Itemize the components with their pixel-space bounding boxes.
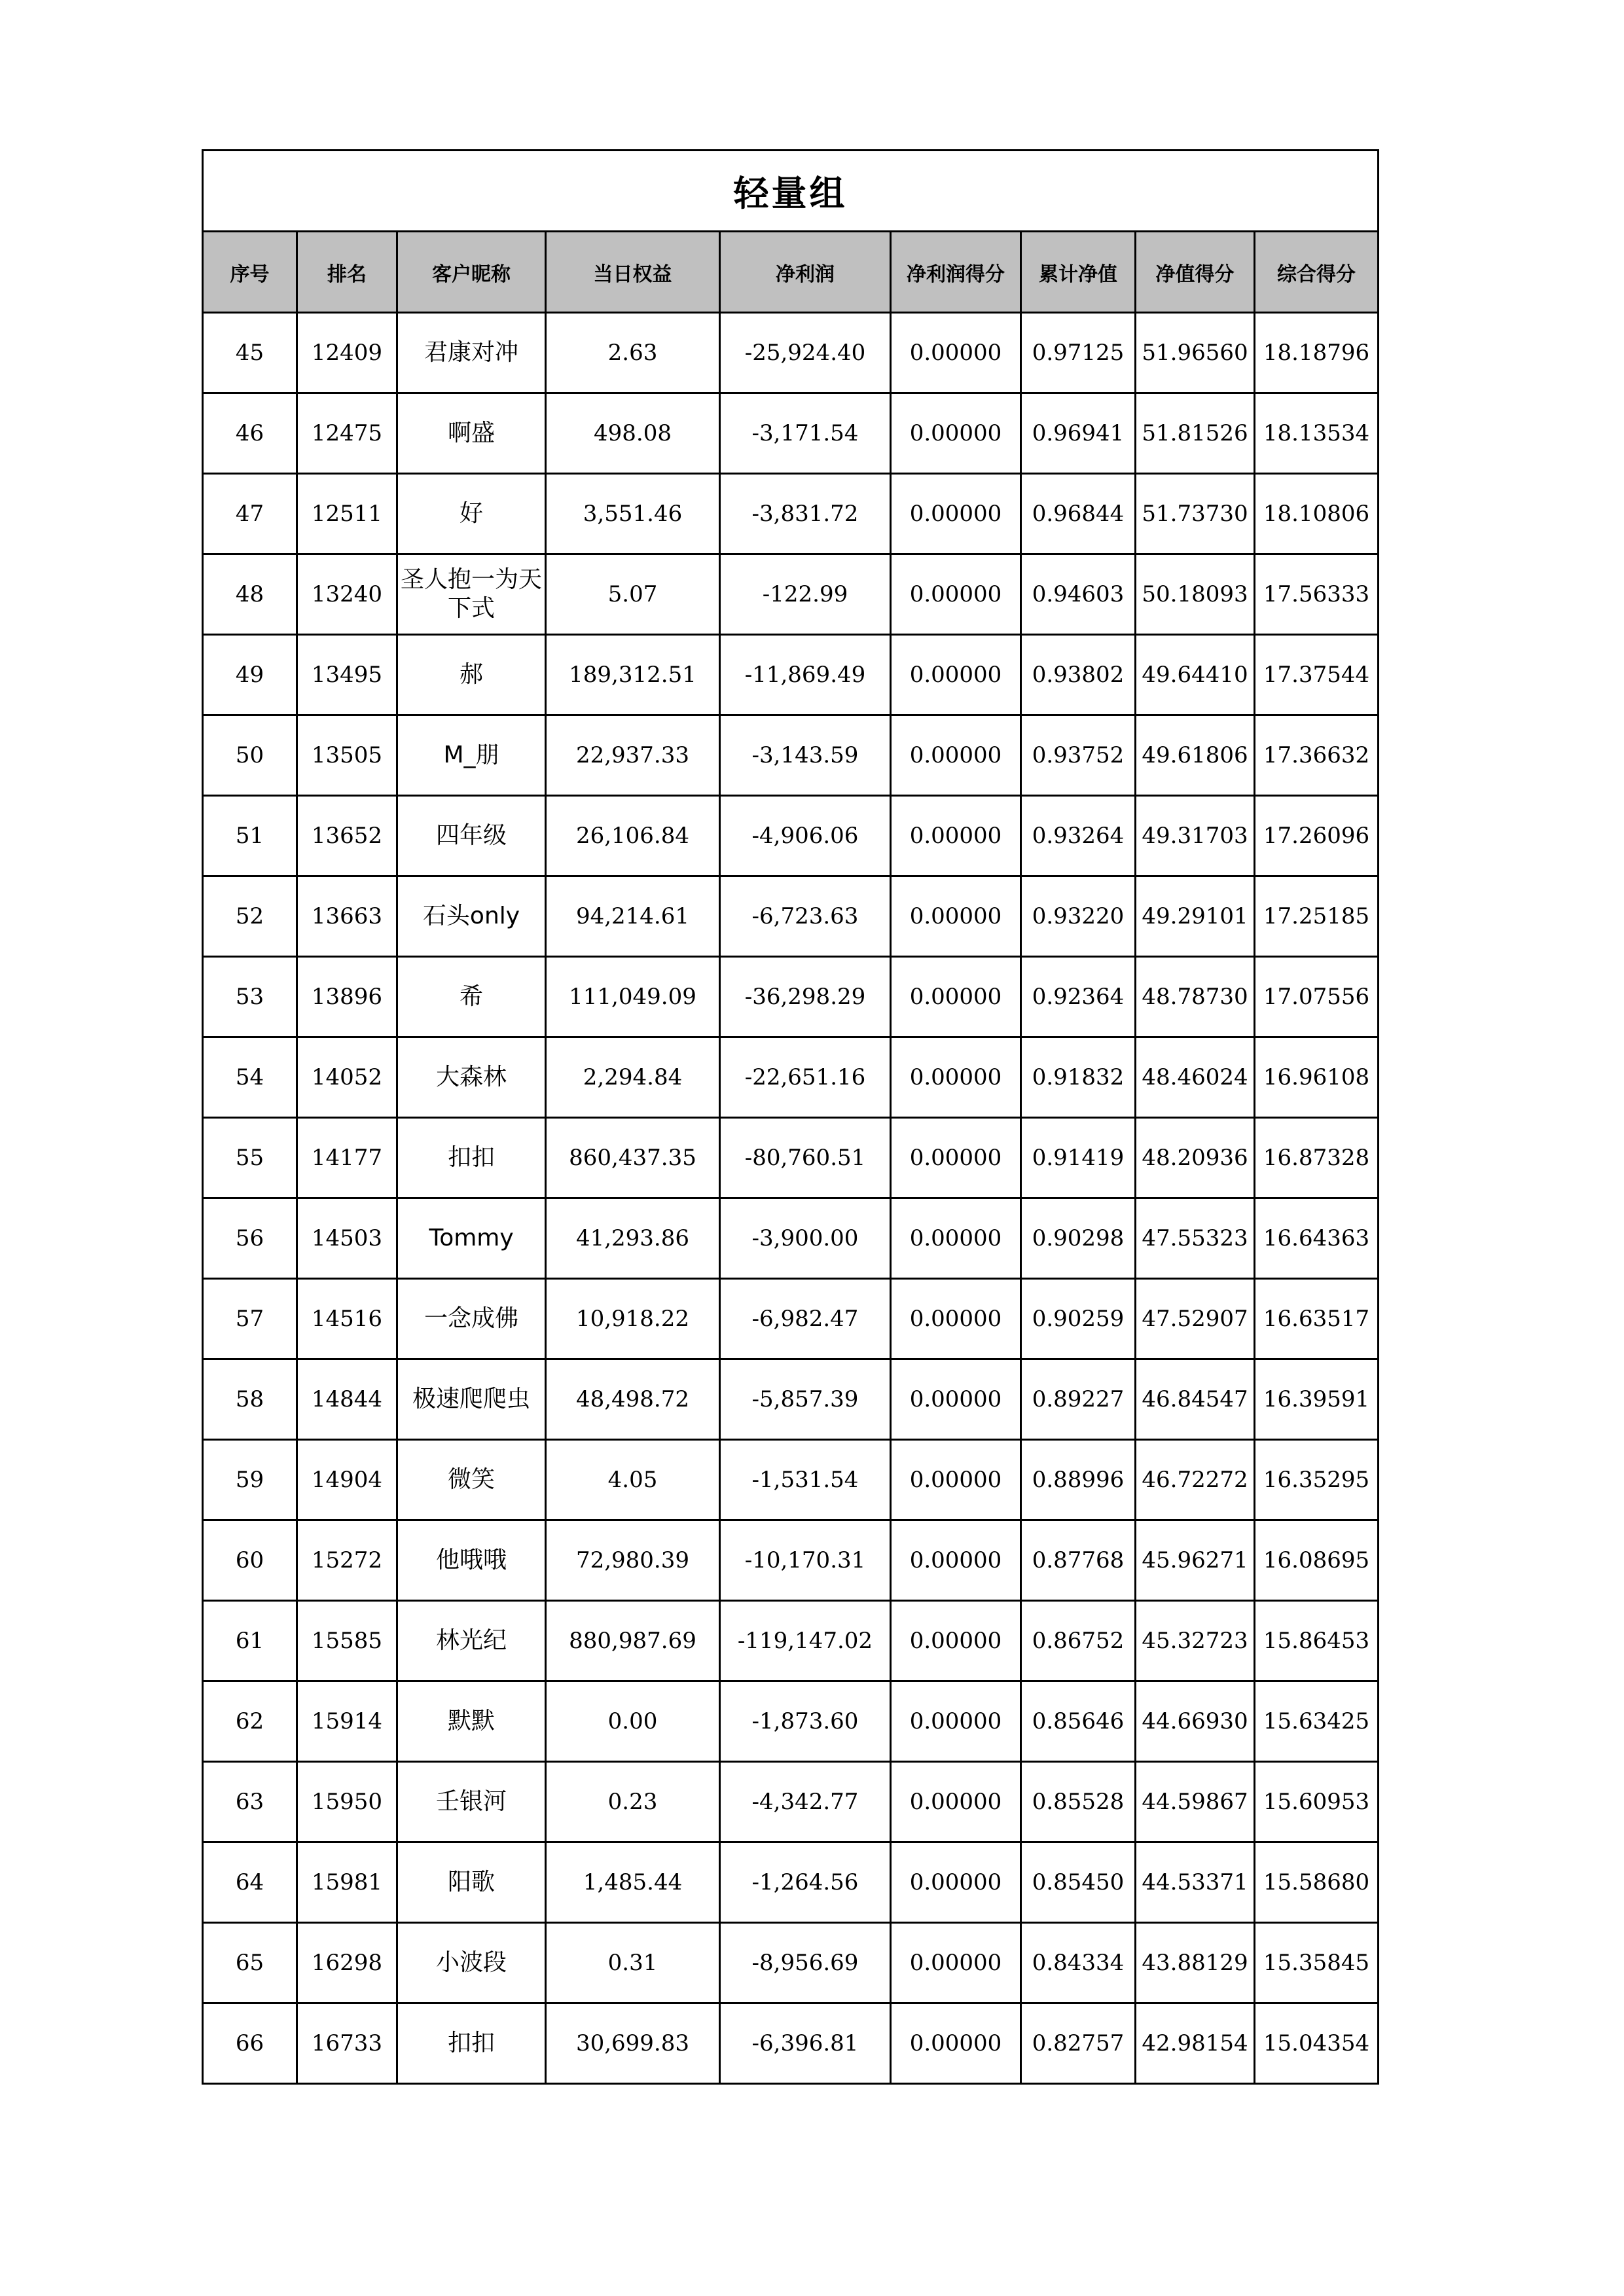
cell-rank: 16298: [297, 1923, 397, 2003]
cell-cum-nav: 0.85450: [1021, 1842, 1136, 1923]
cell-total-score: 18.10806: [1255, 474, 1379, 554]
column-header-seq: 序号: [203, 232, 297, 313]
cell-net-profit: -3,143.59: [720, 715, 891, 796]
cell-profit-score: 0.00000: [891, 1520, 1021, 1601]
table-title: 轻量组: [203, 151, 1379, 232]
cell-cum-nav: 0.84334: [1021, 1923, 1136, 2003]
cell-equity: 5.07: [546, 554, 720, 635]
table-row: [203, 554, 1379, 635]
cell-rank: 14177: [297, 1118, 397, 1198]
cell-net-profit: -3,831.72: [720, 474, 891, 554]
cell-cum-nav: 0.96941: [1021, 393, 1136, 474]
cell-nav-score: 44.59867: [1136, 1762, 1255, 1842]
cell-rank: 14503: [297, 1198, 397, 1279]
cell-seq: 52: [203, 876, 297, 957]
cell-equity: 22,937.33: [546, 715, 720, 796]
cell-nickname: 扣扣: [397, 2003, 546, 2084]
cell-nav-score: 44.66930: [1136, 1681, 1255, 1762]
cell-nickname: 君康对冲: [397, 313, 546, 393]
cell-rank: 15585: [297, 1601, 397, 1681]
cell-total-score: 16.39591: [1255, 1359, 1379, 1440]
cell-nickname: 四年级: [397, 796, 546, 876]
cell-cum-nav: 0.82757: [1021, 2003, 1136, 2084]
cell-nav-score: 49.29101: [1136, 876, 1255, 957]
cell-nav-score: 44.53371: [1136, 1842, 1255, 1923]
cell-equity: 1,485.44: [546, 1842, 720, 1923]
cell-total-score: 15.35845: [1255, 1923, 1379, 2003]
cell-equity: 0.31: [546, 1923, 720, 2003]
cell-nav-score: 47.52907: [1136, 1279, 1255, 1359]
cell-seq: 49: [203, 635, 297, 715]
cell-profit-score: 0.00000: [891, 1279, 1021, 1359]
cell-rank: 13240: [297, 554, 397, 635]
cell-equity: 48,498.72: [546, 1359, 720, 1440]
cell-seq: 63: [203, 1762, 297, 1842]
cell-profit-score: 0.00000: [891, 796, 1021, 876]
cell-nickname: 啊盛: [397, 393, 546, 474]
cell-equity: 2.63: [546, 313, 720, 393]
cell-nav-score: 46.72272: [1136, 1440, 1255, 1520]
cell-seq: 62: [203, 1681, 297, 1762]
cell-total-score: 15.04354: [1255, 2003, 1379, 2084]
cell-rank: 14904: [297, 1440, 397, 1520]
cell-equity: 26,106.84: [546, 796, 720, 876]
cell-net-profit: -6,396.81: [720, 2003, 891, 2084]
cell-seq: 51: [203, 796, 297, 876]
cell-rank: 12409: [297, 313, 397, 393]
cell-nickname: M_朋: [397, 715, 546, 796]
cell-rank: 15950: [297, 1762, 397, 1842]
cell-seq: 45: [203, 313, 297, 393]
cell-seq: 50: [203, 715, 297, 796]
cell-net-profit: -80,760.51: [720, 1118, 891, 1198]
cell-cum-nav: 0.97125: [1021, 313, 1136, 393]
cell-equity: 880,987.69: [546, 1601, 720, 1681]
cell-equity: 94,214.61: [546, 876, 720, 957]
cell-total-score: 17.25185: [1255, 876, 1379, 957]
table-row: [203, 1440, 1379, 1520]
cell-total-score: 15.63425: [1255, 1681, 1379, 1762]
cell-nickname: 好: [397, 474, 546, 554]
cell-rank: 12511: [297, 474, 397, 554]
cell-nickname: 微笑: [397, 1440, 546, 1520]
cell-total-score: 17.26096: [1255, 796, 1379, 876]
cell-equity: 2,294.84: [546, 1037, 720, 1118]
cell-equity: 41,293.86: [546, 1198, 720, 1279]
cell-nav-score: 48.46024: [1136, 1037, 1255, 1118]
cell-profit-score: 0.00000: [891, 313, 1021, 393]
cell-net-profit: -4,342.77: [720, 1762, 891, 1842]
cell-profit-score: 0.00000: [891, 876, 1021, 957]
cell-cum-nav: 0.90259: [1021, 1279, 1136, 1359]
cell-seq: 66: [203, 2003, 297, 2084]
table-row: [203, 1198, 1379, 1279]
table-row: [203, 1681, 1379, 1762]
cell-net-profit: -8,956.69: [720, 1923, 891, 2003]
table-row: [203, 1601, 1379, 1681]
table-row: [203, 2003, 1379, 2084]
cell-cum-nav: 0.91832: [1021, 1037, 1136, 1118]
cell-cum-nav: 0.89227: [1021, 1359, 1136, 1440]
table-row: [203, 313, 1379, 393]
table-row: [203, 876, 1379, 957]
cell-equity: 10,918.22: [546, 1279, 720, 1359]
column-header-net-profit: 净利润: [720, 232, 891, 313]
title-row: [203, 151, 1379, 232]
cell-profit-score: 0.00000: [891, 1440, 1021, 1520]
cell-seq: 55: [203, 1118, 297, 1198]
cell-equity: 3,551.46: [546, 474, 720, 554]
table-row: [203, 635, 1379, 715]
cell-net-profit: -1,264.56: [720, 1842, 891, 1923]
cell-net-profit: -5,857.39: [720, 1359, 891, 1440]
table-row: [203, 1037, 1379, 1118]
cell-seq: 48: [203, 554, 297, 635]
cell-equity: 860,437.35: [546, 1118, 720, 1198]
column-header-equity: 当日权益: [546, 232, 720, 313]
cell-nav-score: 48.78730: [1136, 957, 1255, 1037]
cell-seq: 57: [203, 1279, 297, 1359]
cell-net-profit: -36,298.29: [720, 957, 891, 1037]
cell-profit-score: 0.00000: [891, 1118, 1021, 1198]
cell-rank: 13652: [297, 796, 397, 876]
table-row: [203, 1762, 1379, 1842]
cell-net-profit: -6,723.63: [720, 876, 891, 957]
cell-nickname: 圣人抱一为天下式: [397, 554, 546, 635]
cell-cum-nav: 0.90298: [1021, 1198, 1136, 1279]
cell-equity: 498.08: [546, 393, 720, 474]
cell-total-score: 17.37544: [1255, 635, 1379, 715]
cell-total-score: 15.58680: [1255, 1842, 1379, 1923]
cell-profit-score: 0.00000: [891, 2003, 1021, 2084]
cell-profit-score: 0.00000: [891, 635, 1021, 715]
cell-profit-score: 0.00000: [891, 1037, 1021, 1118]
cell-total-score: 16.64363: [1255, 1198, 1379, 1279]
cell-nav-score: 51.81526: [1136, 393, 1255, 474]
cell-profit-score: 0.00000: [891, 1762, 1021, 1842]
cell-profit-score: 0.00000: [891, 715, 1021, 796]
cell-rank: 14516: [297, 1279, 397, 1359]
cell-total-score: 16.35295: [1255, 1440, 1379, 1520]
cell-cum-nav: 0.96844: [1021, 474, 1136, 554]
cell-nickname: 他哦哦: [397, 1520, 546, 1601]
cell-net-profit: -22,651.16: [720, 1037, 891, 1118]
cell-rank: 13663: [297, 876, 397, 957]
cell-total-score: 18.13534: [1255, 393, 1379, 474]
cell-profit-score: 0.00000: [891, 1359, 1021, 1440]
cell-nickname: 默默: [397, 1681, 546, 1762]
cell-cum-nav: 0.93752: [1021, 715, 1136, 796]
cell-total-score: 15.60953: [1255, 1762, 1379, 1842]
cell-rank: 12475: [297, 393, 397, 474]
cell-nav-score: 45.96271: [1136, 1520, 1255, 1601]
column-header-rank: 排名: [297, 232, 397, 313]
cell-cum-nav: 0.92364: [1021, 957, 1136, 1037]
cell-nickname: 林光纪: [397, 1601, 546, 1681]
cell-nav-score: 46.84547: [1136, 1359, 1255, 1440]
cell-nickname: 石头only: [397, 876, 546, 957]
ranking-sheet: [202, 149, 1377, 2085]
cell-equity: 0.00: [546, 1681, 720, 1762]
cell-equity: 0.23: [546, 1762, 720, 1842]
cell-total-score: 17.07556: [1255, 957, 1379, 1037]
cell-total-score: 16.63517: [1255, 1279, 1379, 1359]
column-header-cum-nav: 累计净值: [1021, 232, 1136, 313]
table-row: [203, 1279, 1379, 1359]
cell-net-profit: -6,982.47: [720, 1279, 891, 1359]
cell-nav-score: 47.55323: [1136, 1198, 1255, 1279]
cell-equity: 111,049.09: [546, 957, 720, 1037]
cell-net-profit: -1,873.60: [720, 1681, 891, 1762]
cell-net-profit: -122.99: [720, 554, 891, 635]
cell-nav-score: 49.64410: [1136, 635, 1255, 715]
table-row: [203, 1842, 1379, 1923]
cell-seq: 59: [203, 1440, 297, 1520]
column-header-nickname: 客户昵称: [397, 232, 546, 313]
cell-cum-nav: 0.93220: [1021, 876, 1136, 957]
table-row: [203, 474, 1379, 554]
cell-total-score: 18.18796: [1255, 313, 1379, 393]
cell-net-profit: -11,869.49: [720, 635, 891, 715]
cell-total-score: 17.56333: [1255, 554, 1379, 635]
cell-nav-score: 48.20936: [1136, 1118, 1255, 1198]
table-row: [203, 1923, 1379, 2003]
cell-seq: 61: [203, 1601, 297, 1681]
cell-seq: 64: [203, 1842, 297, 1923]
cell-rank: 13896: [297, 957, 397, 1037]
column-header-total-score: 综合得分: [1255, 232, 1379, 313]
cell-total-score: 17.36632: [1255, 715, 1379, 796]
cell-rank: 14052: [297, 1037, 397, 1118]
cell-nav-score: 42.98154: [1136, 2003, 1255, 2084]
cell-cum-nav: 0.88996: [1021, 1440, 1136, 1520]
cell-nav-score: 49.31703: [1136, 796, 1255, 876]
cell-seq: 56: [203, 1198, 297, 1279]
cell-cum-nav: 0.91419: [1021, 1118, 1136, 1198]
cell-nickname: Tommy: [397, 1198, 546, 1279]
cell-equity: 72,980.39: [546, 1520, 720, 1601]
cell-nickname: 极速爬爬虫: [397, 1359, 546, 1440]
table-row: [203, 1359, 1379, 1440]
cell-nickname: 郝: [397, 635, 546, 715]
cell-net-profit: -25,924.40: [720, 313, 891, 393]
cell-profit-score: 0.00000: [891, 474, 1021, 554]
cell-profit-score: 0.00000: [891, 554, 1021, 635]
cell-rank: 15981: [297, 1842, 397, 1923]
table-row: [203, 1118, 1379, 1198]
cell-seq: 53: [203, 957, 297, 1037]
cell-nav-score: 49.61806: [1136, 715, 1255, 796]
cell-seq: 60: [203, 1520, 297, 1601]
cell-nickname: 小波段: [397, 1923, 546, 2003]
cell-nickname: 一念成佛: [397, 1279, 546, 1359]
cell-profit-score: 0.00000: [891, 1198, 1021, 1279]
cell-seq: 54: [203, 1037, 297, 1118]
cell-cum-nav: 0.85528: [1021, 1762, 1136, 1842]
cell-rank: 16733: [297, 2003, 397, 2084]
cell-net-profit: -1,531.54: [720, 1440, 891, 1520]
cell-net-profit: -3,171.54: [720, 393, 891, 474]
cell-profit-score: 0.00000: [891, 1923, 1021, 2003]
cell-rank: 15272: [297, 1520, 397, 1601]
column-header-profit-score: 净利润得分: [891, 232, 1021, 313]
column-header-nav-score: 净值得分: [1136, 232, 1255, 313]
cell-profit-score: 0.00000: [891, 1601, 1021, 1681]
cell-profit-score: 0.00000: [891, 1842, 1021, 1923]
cell-nickname: 壬银河: [397, 1762, 546, 1842]
cell-net-profit: -10,170.31: [720, 1520, 891, 1601]
cell-net-profit: -119,147.02: [720, 1601, 891, 1681]
cell-rank: 13505: [297, 715, 397, 796]
cell-seq: 58: [203, 1359, 297, 1440]
cell-rank: 15914: [297, 1681, 397, 1762]
cell-cum-nav: 0.86752: [1021, 1601, 1136, 1681]
cell-nav-score: 45.32723: [1136, 1601, 1255, 1681]
cell-equity: 30,699.83: [546, 2003, 720, 2084]
cell-cum-nav: 0.85646: [1021, 1681, 1136, 1762]
cell-cum-nav: 0.93264: [1021, 796, 1136, 876]
cell-nav-score: 51.96560: [1136, 313, 1255, 393]
header-row: [203, 232, 1379, 313]
cell-total-score: 16.87328: [1255, 1118, 1379, 1198]
cell-nickname: 扣扣: [397, 1118, 546, 1198]
cell-nickname: 希: [397, 957, 546, 1037]
cell-profit-score: 0.00000: [891, 1681, 1021, 1762]
cell-seq: 46: [203, 393, 297, 474]
cell-net-profit: -3,900.00: [720, 1198, 891, 1279]
cell-rank: 14844: [297, 1359, 397, 1440]
cell-net-profit: -4,906.06: [720, 796, 891, 876]
table-row: [203, 393, 1379, 474]
cell-nav-score: 51.73730: [1136, 474, 1255, 554]
table-row: [203, 796, 1379, 876]
ranking-table: [202, 149, 1379, 2085]
cell-equity: 4.05: [546, 1440, 720, 1520]
table-row: [203, 1520, 1379, 1601]
cell-nickname: 大森林: [397, 1037, 546, 1118]
cell-seq: 65: [203, 1923, 297, 2003]
cell-nav-score: 50.18093: [1136, 554, 1255, 635]
cell-profit-score: 0.00000: [891, 957, 1021, 1037]
cell-nickname: 阳歌: [397, 1842, 546, 1923]
cell-total-score: 16.08695: [1255, 1520, 1379, 1601]
cell-nav-score: 43.88129: [1136, 1923, 1255, 2003]
cell-equity: 189,312.51: [546, 635, 720, 715]
cell-cum-nav: 0.93802: [1021, 635, 1136, 715]
cell-cum-nav: 0.94603: [1021, 554, 1136, 635]
table-row: [203, 715, 1379, 796]
cell-profit-score: 0.00000: [891, 393, 1021, 474]
cell-rank: 13495: [297, 635, 397, 715]
cell-cum-nav: 0.87768: [1021, 1520, 1136, 1601]
cell-seq: 47: [203, 474, 297, 554]
cell-total-score: 15.86453: [1255, 1601, 1379, 1681]
cell-total-score: 16.96108: [1255, 1037, 1379, 1118]
table-row: [203, 957, 1379, 1037]
